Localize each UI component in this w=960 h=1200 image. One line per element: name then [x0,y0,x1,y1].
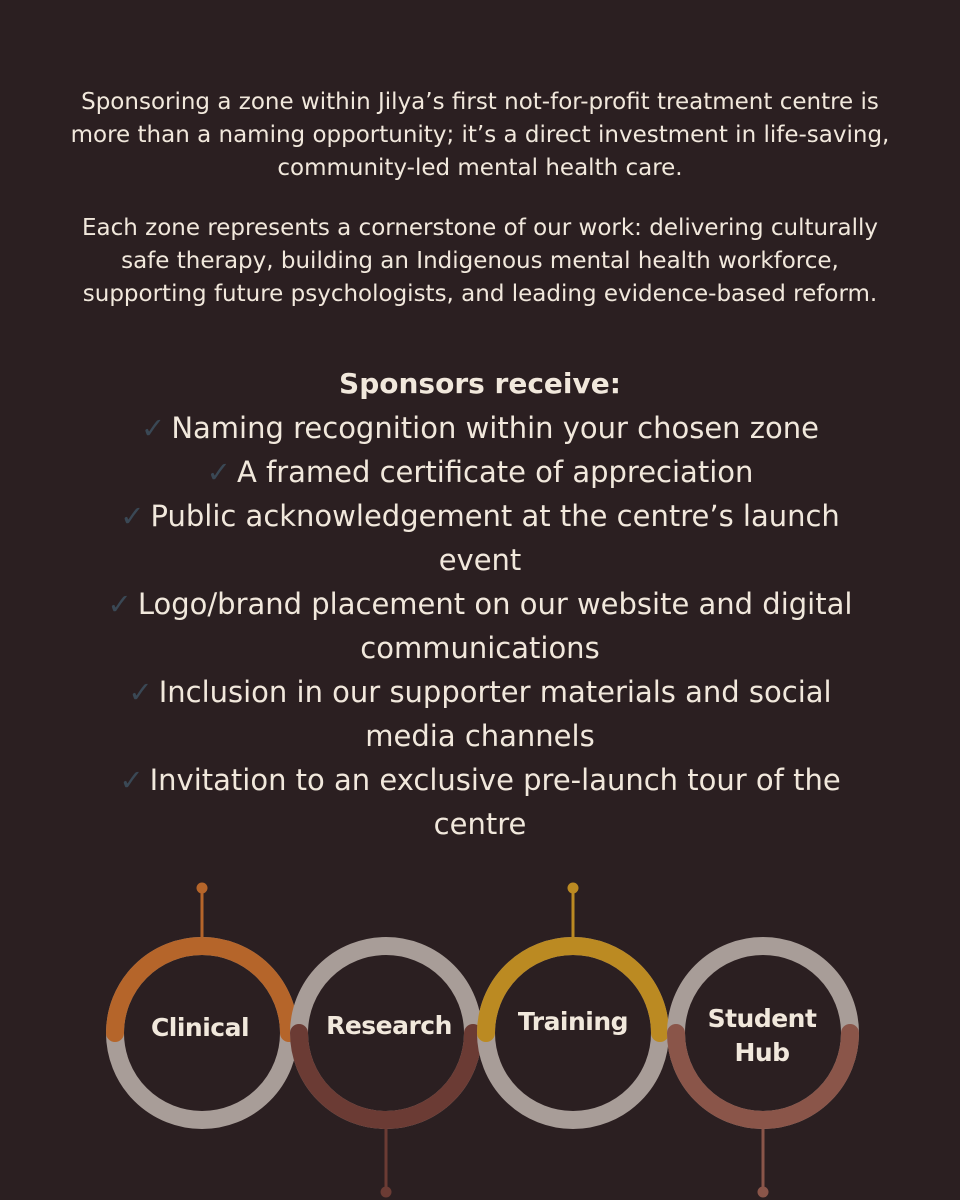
benefit-text: A framed certificate of appreciation [236,455,754,489]
benefit-text: Invitation to an exclusive pre-launch tour of the centre [149,763,841,841]
benefit-text: Naming recognition within your chosen zone [171,411,819,445]
check-icon: ✓ [107,587,132,621]
check-icon: ✓ [141,411,166,445]
benefits-list [100,406,860,846]
benefits-title: Sponsors receive: [339,367,621,400]
benefit-item [100,758,860,846]
zone-label-training: Training [517,1007,629,1036]
benefit-text: Logo/brand placement on our website and digital communications [137,587,853,665]
zone-label-clinical: Clinical [150,1013,250,1042]
pin-student-hub [758,1118,769,1198]
check-icon: ✓ [119,763,144,797]
benefit-text: Public acknowledgement at the centre’s launch event [150,499,840,577]
check-icon: ✓ [120,499,145,533]
check-icon: ✓ [206,455,231,489]
check-icon: ✓ [128,675,153,709]
benefit-item [100,494,860,582]
benefit-item [100,450,860,494]
intro-paragraph-1: Sponsoring a zone within Jilya’s first not-for-profit treatment centre is more than a naming opportunity; it’s a direct investment in life-saving, community-led mental health care. [70,89,890,181]
zone-label-student-hub: Student Hub [707,1004,817,1067]
zone-label-research: Research [326,1011,452,1040]
benefit-item [100,670,860,758]
pin-research [381,1118,392,1198]
intro-paragraph-2: Each zone represents a cornerstone of our work: delivering culturally safe therapy, building an Indigenous mental health workforce, supporting future psychologists, and leading evidence-based reform. [81,215,879,307]
benefit-item [100,406,860,450]
benefit-text: Inclusion in our supporter materials and social media channels [158,675,832,753]
benefit-item [100,582,860,670]
